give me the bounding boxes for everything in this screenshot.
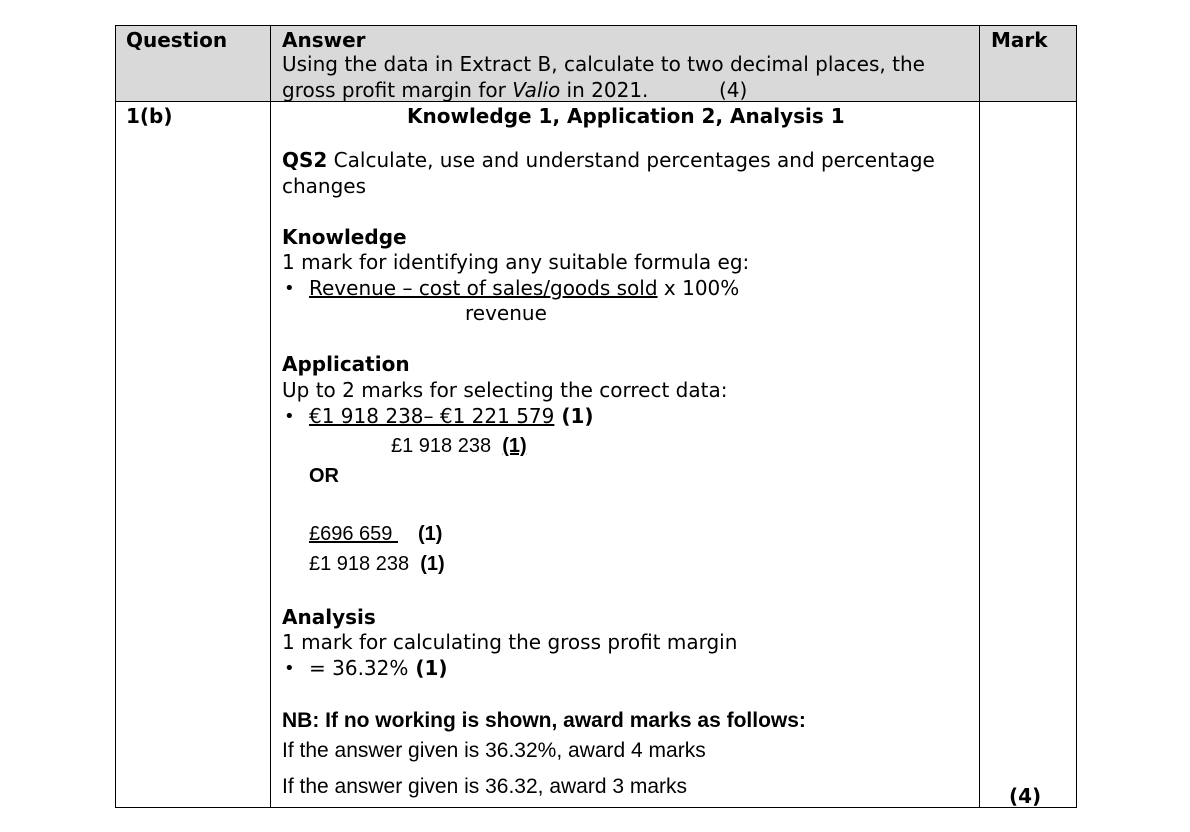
knowledge-text: 1 mark for identifying any suitable formula eg: — [282, 250, 750, 274]
body-mark-cell — [979, 101, 1077, 808]
app-numerator: €1 918 238– €1 221 579 — [309, 404, 555, 428]
application-text: Up to 2 marks for selecting the correct data: — [282, 378, 728, 402]
body-question-cell — [115, 101, 271, 808]
prompt-year: in 2021. — [560, 78, 649, 102]
mark-column-heading: Mark — [991, 28, 1048, 52]
app-denominator-mark: (1) — [502, 435, 527, 457]
question-number: 1(b) — [126, 104, 173, 128]
analysis-result-line — [309, 658, 448, 678]
analysis-result: = 36.32% — [309, 656, 409, 680]
analysis-result-mark: (1) — [408, 656, 448, 680]
alt-numerator: £696 659 — [309, 523, 398, 545]
bullet-icon: • — [284, 278, 295, 299]
app-numerator-line — [309, 406, 594, 426]
qs-line1 — [282, 150, 935, 170]
alt-numerator-mark: (1) — [417, 523, 443, 545]
prompt-text: gross profit margin for — [282, 78, 513, 102]
application-heading: Application — [282, 352, 410, 376]
formula-multiplier: x 100% — [657, 276, 740, 300]
alt-denominator-mark: (1) — [420, 553, 445, 575]
bullet-icon: • — [284, 406, 295, 427]
question-prompt-line2 — [282, 80, 648, 100]
or-label: OR — [309, 465, 339, 487]
alt-denominator: £1 918 238 — [309, 553, 410, 575]
prompt-company: Valio — [512, 78, 561, 102]
question-prompt-line1: Using the data in Extract B, calculate to two decimal places, the — [282, 52, 925, 76]
prompt-marks: (4) — [719, 78, 748, 102]
formula-denominator: revenue — [465, 301, 547, 325]
bullet-icon: • — [284, 658, 295, 679]
qs-text: Calculate, use and understand percentages and percentage — [327, 148, 935, 172]
alt-denominator-line — [309, 554, 445, 574]
body-answer-cell — [270, 101, 980, 808]
alt-numerator-line — [309, 524, 442, 544]
analysis-heading: Analysis — [282, 605, 376, 629]
formula-line — [309, 278, 739, 298]
qs-line2: changes — [282, 174, 367, 198]
qs-code: QS2 — [282, 148, 328, 172]
app-denominator-line — [391, 436, 527, 456]
question-column-heading: Question — [126, 28, 228, 52]
nb-heading: NB: If no working is shown, award marks as follows: — [282, 709, 806, 732]
app-denominator: £1 918 238 — [391, 435, 492, 457]
knowledge-heading: Knowledge — [282, 225, 407, 249]
nb-line2: If the answer given is 36.32, award 3 marks — [282, 775, 688, 798]
total-mark: (4) — [1009, 784, 1042, 808]
formula-numerator: Revenue – cost of sales/goods sold — [309, 276, 658, 300]
answer-column-heading: Answer — [282, 28, 366, 52]
nb-line1: If the answer given is 36.32%, award 4 marks — [282, 739, 706, 762]
app-numerator-mark: (1) — [554, 404, 594, 428]
skills-heading: Knowledge 1, Application 2, Analysis 1 — [407, 104, 845, 128]
analysis-text: 1 mark for calculating the gross profit margin — [282, 630, 738, 654]
